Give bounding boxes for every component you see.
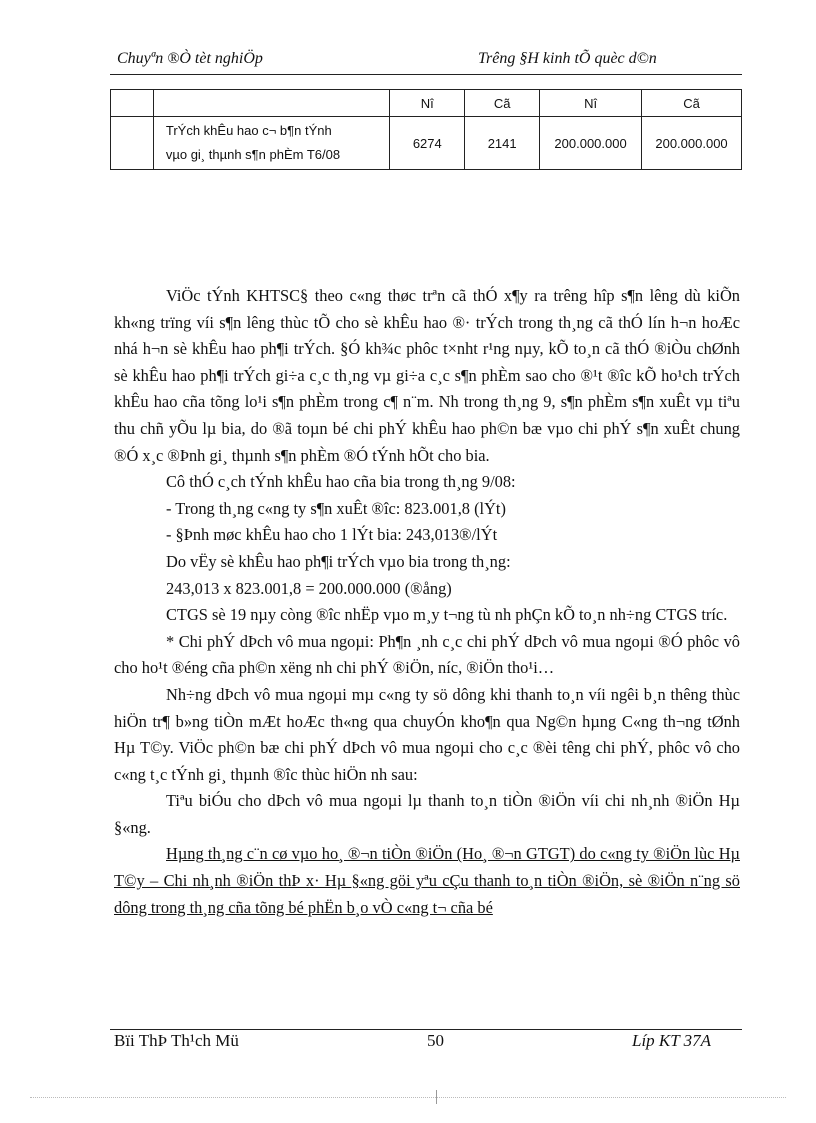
page-number: 50 xyxy=(427,1031,444,1050)
table-cell-debit-amount: 200.000.000 xyxy=(540,117,642,170)
ledger-table xyxy=(110,89,742,170)
paragraph: Do vËy sè khÊu hao ph¶i trÝch vµo bia trong th¸ng: xyxy=(166,551,511,571)
paragraph: - §Þnh møc khÊu hao cho 1 lÝt bia: 243,013®/lÝt xyxy=(166,525,498,545)
table-header-cell: Nî xyxy=(390,90,465,117)
description-line: vµo gi¸ thµnh s¶n phÈm T6/08 xyxy=(165,147,341,162)
paragraph: Cô thÓ c¸ch tÝnh khÊu hao cña bia trong th¸ng 9/08: xyxy=(166,472,516,492)
table-cell-credit-account: 2141 xyxy=(465,117,540,170)
table-header-cell: Cã xyxy=(465,90,540,117)
table-header-cell xyxy=(153,90,389,117)
header-title-right: Trêng §H kinh tÕ quèc d©n xyxy=(478,50,657,67)
footer-rule xyxy=(110,1029,742,1030)
footer-author: Bïi ThÞ Th¹ch Mü xyxy=(114,1031,239,1050)
paragraph: ViÖc tÝnh KHTSC§ theo c«ng thøc trªn cã thÓ x¶y ra trêng hîp s¶n lêng dù kiÕn kh«ng trïng víi s¶n lêng thùc tÕ cho sè khÊu hao ®· trÝch trong th¸ng cã thÓ lín h¬n hoÆc nhá h¬n sè khÊu hao ph¶i trÝch. §Ó kh¾c phôc t×nht r¹ng nµy, kÕ to¸n cã thÓ ®iÒu chØnh sè khÊu hao ph¶i trÝch gi÷a c¸c th¸ng vµ gi÷a c¸c s¶n phÈm sao cho ®¹t ®îc kÕ ho¹ch trÝch khÊu hao cña tõng lo¹i s¶n phÈm trong c¶ n¨m. Nh trong th¸ng 9, s¶n phÈm s¶n xuÊt vµ tiªu thu chñ yÕu lµ bia, do ®ã toµn bé chi phÝ khÊu hao ph©n bæ vµo chi phÝ s¶n xuÊt chung ®Ó x¸c ®Þnh gi¸ thµnh s¶n phÈm ®Ó tÝnh hÕt cho bia. xyxy=(114,286,740,465)
table-header-cell xyxy=(111,90,154,117)
table-cell-description xyxy=(153,117,389,170)
description-line: TrÝch khÊu hao c¬ b¶n tÝnh xyxy=(165,123,332,138)
table-cell-credit-amount: 200.000.000 xyxy=(642,117,742,170)
paragraph: CTGS sè 19 nµy còng ®îc nhËp vµo m¸y t¬ng tù nh phÇn kÕ to¸n nh÷ng CTGS tríc. xyxy=(166,605,728,625)
paragraph: 243,013 x 823.001,8 = 200.000.000 (®ång) xyxy=(166,578,452,598)
footer-class: Líp KT 37A xyxy=(632,1031,712,1050)
paragraph: - Trong th¸ng c«ng ty s¶n xuÊt ®îc: 823.001,8 (lÝt) xyxy=(166,498,506,518)
body-text xyxy=(114,283,740,921)
table-cell xyxy=(111,117,154,170)
page-boundary-guide xyxy=(30,1097,786,1098)
header-rule xyxy=(110,74,742,75)
table-header-row xyxy=(111,90,742,117)
page-boundary-marker xyxy=(436,1090,437,1104)
paragraph: Hµng th¸ng c¨n cø vµo ho¸ ®¬n tiÒn ®iÖn (Ho¸ ®¬n GTGT) do c«ng ty ®iÖn lùc Hµ T©y – Chi nh¸nh ®iÖn thÞ x· Hµ §«ng göi yªu cÇu thanh to¸n tiÒn ®iÖn, sè ®iÖn n¨ng sö dông trong th¸ng cña tõng bé phËn b¸o vÒ c«ng t¬ cña bé xyxy=(114,844,740,917)
header-title-left: Chuyªn ®Ò tèt nghiÖp xyxy=(117,50,263,67)
table-cell-debit-account: 6274 xyxy=(390,117,465,170)
paragraph: Tiªu biÓu cho dÞch vô mua ngoµi lµ thanh to¸n tiÒn ®iÖn víi chi nh¸nh ®iÖn Hµ §«ng. xyxy=(114,791,740,837)
paragraph: Nh÷ng dÞch vô mua ngoµi mµ c«ng ty sö dông khi thanh to¸n víi ngêi b¸n thêng thùc hiÖn tr¶ b»ng tiÒn mÆt hoÆc th«ng qua chuyÓn kho¶n qua Ng©n hµng C«ng th¬ng tØnh Hµ T©y. ViÖc ph©n bæ chi phÝ dÞch vô mua ngoµi cho c¸c ®èi têng chi phÝ, phôc vô cho c«ng t¸c tÝnh gi¸ thµnh ®îc thùc hiÖn nh sau: xyxy=(114,684,740,784)
table-header-cell: Nî xyxy=(540,90,642,117)
table-header-cell: Cã xyxy=(642,90,742,117)
paragraph: * Chi phÝ dÞch vô mua ngoµi: Ph¶n ¸nh c¸c chi phÝ dÞch vô mua ngoµi ®Ó phôc vô cho ho¹t ®éng cña ph©n xëng nh chi phÝ ®iÖn, níc, ®iÖn tho¹i… xyxy=(114,631,740,678)
table-row xyxy=(111,117,742,170)
